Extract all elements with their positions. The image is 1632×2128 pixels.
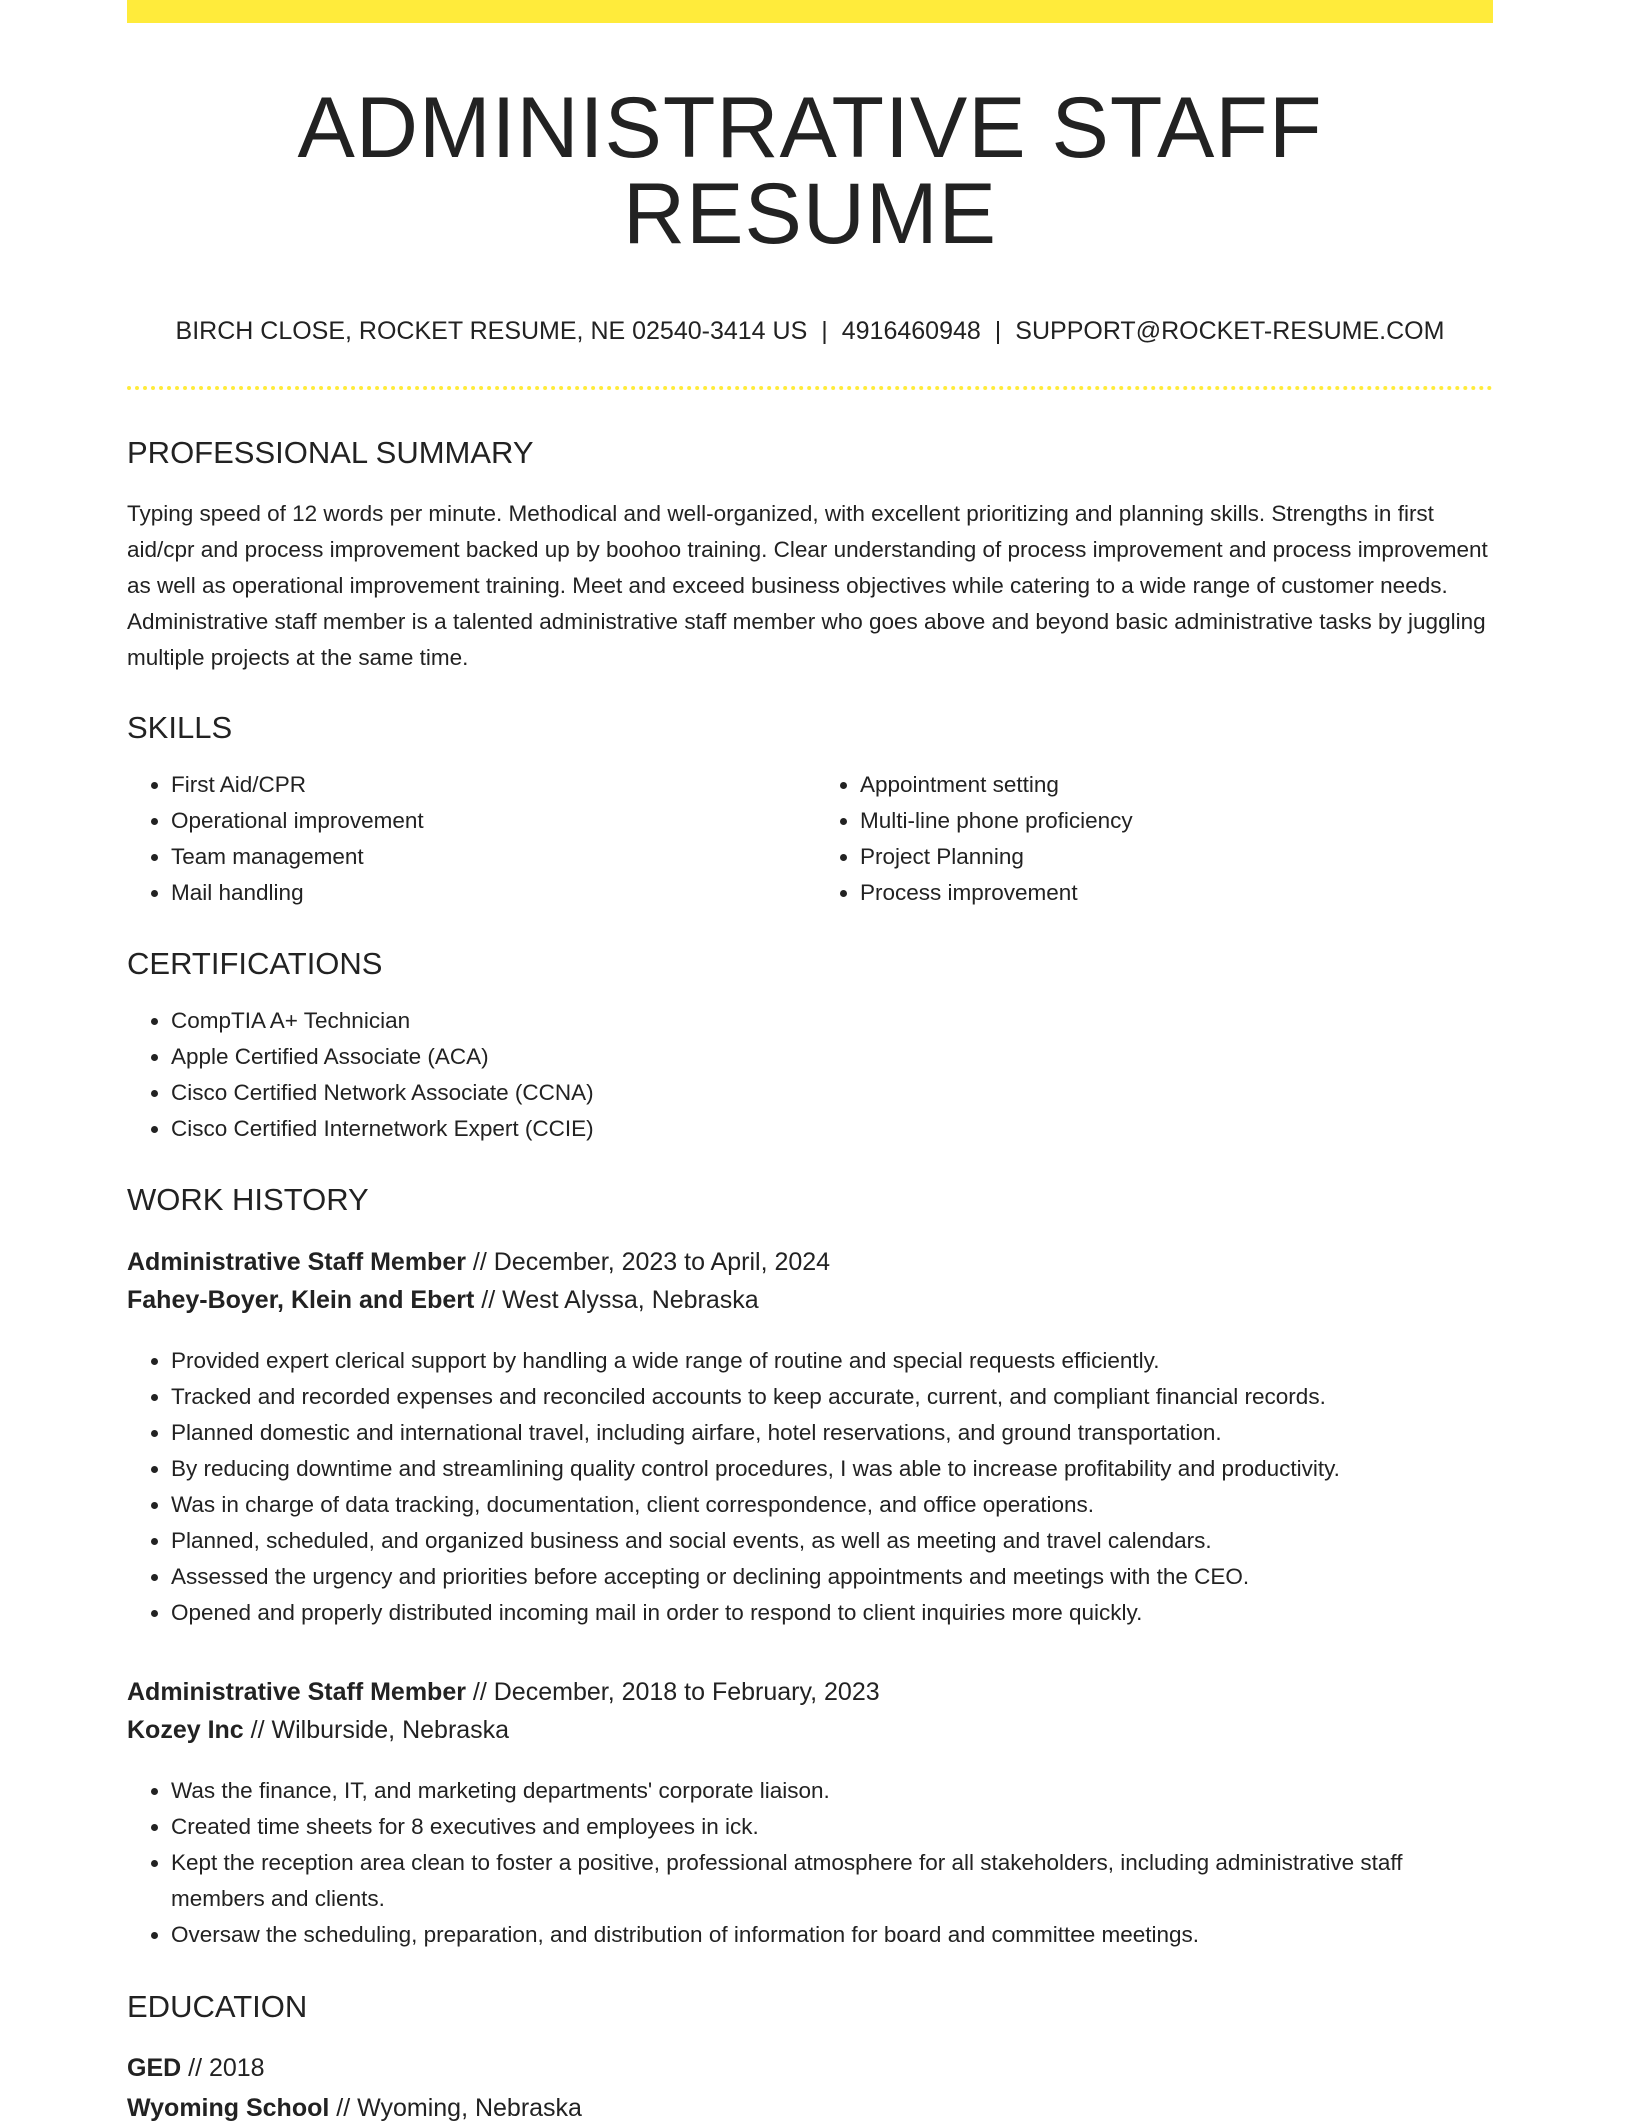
work-history-heading: WORK HISTORY <box>127 1182 369 1217</box>
skill-item: • Process improvement <box>860 875 1493 911</box>
job-bullet: • Tracked and recorded expenses and reconciled accounts to keep accurate, current, and compliant financial records. <box>171 1379 1493 1415</box>
job-bullets <box>127 1773 1493 1953</box>
contact-phone: 4916460948 <box>841 317 981 345</box>
job-company-line <box>127 1711 1493 1749</box>
job-title-line <box>127 1673 1493 1711</box>
job-title: Administrative Staff Member <box>127 1248 466 1276</box>
job-entry <box>127 1243 1493 1631</box>
job-bullet: • Opened and properly distributed incoming mail in order to respond to client inquiries more quickly. <box>171 1595 1493 1631</box>
skills-heading: SKILLS <box>127 710 233 745</box>
job-bullet: • Planned, scheduled, and organized business and social events, as well as meeting and travel calendars. <box>171 1523 1493 1559</box>
accent-top-bar <box>127 0 1493 23</box>
resume-page <box>127 0 1493 2128</box>
summary-text: Typing speed of 12 words per minute. Methodical and well-organized, with excellent prioritizing and planning skills. Strengths in first aid/cpr and process improvement backed up by boohoo training. Clear understanding of process improvement and process improvement as well as operational improvement training. Meet and exceed business objectives while catering to a wide range of customer needs. Administrative staff member is a talented administrative staff member who goes above and beyond basic administrative tasks by juggling multiple projects at the same time. <box>127 501 1488 670</box>
certifications-heading: CERTIFICATIONS <box>127 946 383 981</box>
job-bullet: • By reducing downtime and streamlining quality control procedures, I was able to increase profitability and productivity. <box>171 1451 1493 1487</box>
contact-separator: | <box>821 317 828 345</box>
education-location: // Wyoming, Nebraska <box>329 2094 582 2122</box>
resume-title: ADMINISTRATIVE STAFF RESUME <box>297 80 1323 262</box>
job-title-line <box>127 1243 1493 1281</box>
skill-item: • Multi-line phone proficiency <box>860 803 1493 839</box>
education-entry <box>127 2048 1493 2128</box>
skills-list-left <box>127 767 810 911</box>
certifications-list <box>127 1003 1493 1147</box>
job-bullets <box>127 1343 1493 1631</box>
education-school: Wyoming School <box>127 2094 330 2122</box>
job-bullet: • Oversaw the scheduling, preparation, and distribution of information for board and committee meetings. <box>171 1917 1493 1953</box>
education-degree-line <box>127 2048 1493 2088</box>
education-degree: GED <box>127 2054 182 2082</box>
skill-item: • First Aid/CPR <box>171 767 810 803</box>
certification-item: • Cisco Certified Network Associate (CCNA) <box>171 1075 1493 1111</box>
skill-item: • Appointment setting <box>860 767 1493 803</box>
contact-email: SUPPORT@ROCKET-RESUME.COM <box>1015 317 1445 345</box>
contact-line <box>127 319 1493 344</box>
job-title: Administrative Staff Member <box>127 1678 466 1706</box>
job-company: Kozey Inc <box>127 1716 244 1744</box>
job-bullet: • Assessed the urgency and priorities before accepting or declining appointments and meetings with the CEO. <box>171 1559 1493 1595</box>
education-heading: EDUCATION <box>127 1989 308 2024</box>
job-bullet: • Was in charge of data tracking, documentation, client correspondence, and office operations. <box>171 1487 1493 1523</box>
certification-item: • CompTIA A+ Technician <box>171 1003 1493 1039</box>
summary-heading: PROFESSIONAL SUMMARY <box>127 435 534 470</box>
dotted-divider <box>127 386 1493 390</box>
job-company: Fahey-Boyer, Klein and Ebert <box>127 1286 475 1314</box>
job-company-line <box>127 1281 1493 1319</box>
skills-list-right <box>810 767 1493 911</box>
skills-grid <box>127 767 1493 911</box>
skill-item: • Mail handling <box>171 875 810 911</box>
skill-item: • Operational improvement <box>171 803 810 839</box>
job-bullet: • Kept the reception area clean to foster a positive, professional atmosphere for all stakeholders, including administrative staff members and clients. <box>171 1845 1493 1917</box>
job-bullet: • Was the finance, IT, and marketing departments' corporate liaison. <box>171 1773 1493 1809</box>
education-year: // 2018 <box>181 2054 265 2082</box>
job-bullet: • Created time sheets for 8 executives and employees in ick. <box>171 1809 1493 1845</box>
job-dates: // December, 2023 to April, 2024 <box>465 1248 831 1276</box>
job-entry <box>127 1673 1493 1953</box>
education-school-line <box>127 2088 1493 2128</box>
job-dates: // December, 2018 to February, 2023 <box>465 1678 880 1706</box>
job-location: // Wilburside, Nebraska <box>243 1716 510 1744</box>
certification-item: • Cisco Certified Internetwork Expert (CCIE) <box>171 1111 1493 1147</box>
job-bullet: • Planned domestic and international travel, including airfare, hotel reservations, and ground transportation. <box>171 1415 1493 1451</box>
job-location: // West Alyssa, Nebraska <box>474 1286 759 1314</box>
skill-item: • Team management <box>171 839 810 875</box>
job-bullet: • Provided expert clerical support by handling a wide range of routine and special requests efficiently. <box>171 1343 1493 1379</box>
contact-address: BIRCH CLOSE, ROCKET RESUME, NE 02540-3414 US <box>175 317 808 345</box>
certification-item: • Apple Certified Associate (ACA) <box>171 1039 1493 1075</box>
contact-separator: | <box>994 317 1002 345</box>
skill-item: • Project Planning <box>860 839 1493 875</box>
